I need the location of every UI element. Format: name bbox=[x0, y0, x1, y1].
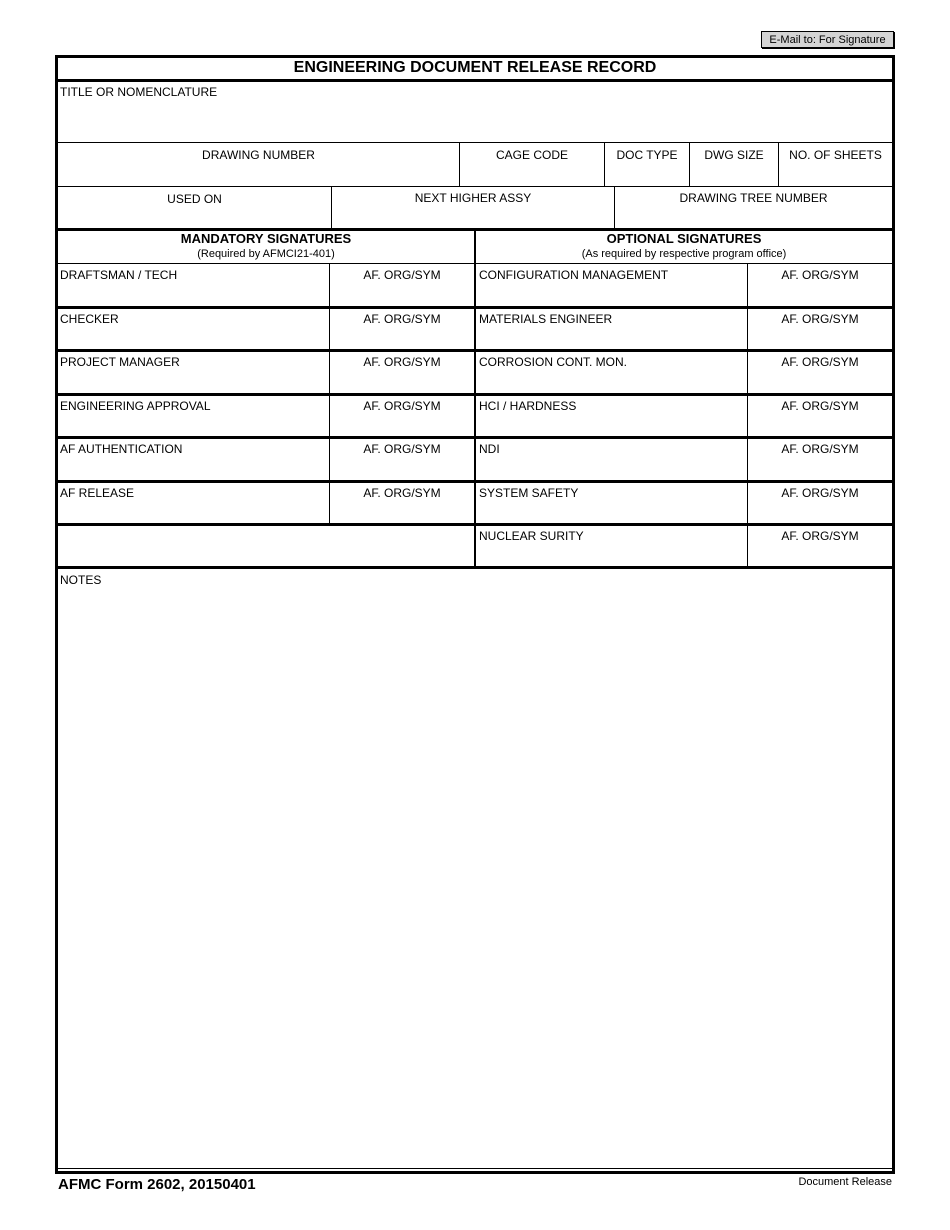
title-nomenclature-label: TITLE OR NOMENCLATURE bbox=[60, 85, 218, 99]
org-sym-label: AF. ORG/SYM bbox=[781, 442, 859, 456]
ndi-label: NDI bbox=[479, 442, 500, 456]
cage-code-field[interactable] bbox=[461, 164, 603, 185]
corrosion-cont-mon-org-field[interactable] bbox=[749, 371, 892, 392]
divider bbox=[55, 186, 895, 187]
divider bbox=[55, 263, 895, 264]
org-sym-label: AF. ORG/SYM bbox=[781, 399, 859, 413]
cage-code-label: CAGE CODE bbox=[495, 148, 568, 162]
divider bbox=[475, 306, 895, 309]
used-on-label: USED ON bbox=[167, 192, 222, 206]
divider bbox=[55, 349, 475, 352]
corrosion-cont-mon-signature-field[interactable] bbox=[477, 371, 746, 392]
dwg-size-field[interactable] bbox=[691, 164, 777, 185]
org-sym-label: AF. ORG/SYM bbox=[363, 442, 441, 456]
engineering-approval-org-field[interactable] bbox=[331, 415, 473, 435]
org-sym-label: AF. ORG/SYM bbox=[363, 355, 441, 369]
configuration-management-signature-field[interactable] bbox=[477, 284, 746, 305]
notes-field[interactable] bbox=[58, 590, 892, 1168]
materials-engineer-signature-field[interactable] bbox=[477, 328, 746, 348]
org-sym-label: AF. ORG/SYM bbox=[363, 268, 441, 282]
materials-engineer-label: MATERIALS ENGINEER bbox=[479, 312, 613, 326]
hci-hardness-signature-field[interactable] bbox=[477, 415, 746, 435]
configuration-management-org-field[interactable] bbox=[749, 284, 892, 305]
org-sym-label: AF. ORG/SYM bbox=[781, 529, 859, 543]
divider bbox=[55, 306, 475, 309]
divider bbox=[475, 393, 895, 396]
system-safety-label: SYSTEM SAFETY bbox=[479, 486, 579, 500]
corrosion-cont-mon-label: CORROSION CONT. MON. bbox=[479, 355, 628, 369]
af-release-signature-field[interactable] bbox=[58, 502, 328, 522]
system-safety-org-field[interactable] bbox=[749, 502, 892, 522]
no-of-sheets-label: NO. OF SHEETS bbox=[789, 148, 882, 162]
draftsman-tech-org-field[interactable] bbox=[331, 284, 473, 305]
form-id: AFMC Form 2602, 20150401 bbox=[58, 1176, 256, 1193]
system-safety-signature-field[interactable] bbox=[477, 502, 746, 522]
email-for-signature-button[interactable]: E-Mail to: For Signature bbox=[761, 31, 894, 48]
form-title: ENGINEERING DOCUMENT RELEASE RECORD bbox=[293, 59, 657, 76]
divider bbox=[55, 566, 895, 569]
divider bbox=[474, 229, 476, 568]
divider bbox=[475, 349, 895, 352]
af-release-org-field[interactable] bbox=[331, 502, 473, 522]
optional-signatures-heading: OPTIONAL SIGNATURES bbox=[606, 231, 762, 246]
draftsman-tech-label: DRAFTSMAN / TECH bbox=[60, 268, 178, 282]
project-manager-label: PROJECT MANAGER bbox=[60, 355, 180, 369]
mandatory-signatures-subheading: (Required by AFMCI21-401) bbox=[197, 248, 335, 260]
doc-type-label: DOC TYPE bbox=[616, 148, 678, 162]
divider bbox=[475, 436, 895, 439]
checker-label: CHECKER bbox=[60, 312, 119, 326]
org-sym-label: AF. ORG/SYM bbox=[781, 312, 859, 326]
document-name: Document Release bbox=[798, 1176, 892, 1188]
optional-signatures-subheading: (As required by respective program office) bbox=[581, 248, 787, 260]
title-nomenclature-field[interactable] bbox=[58, 82, 892, 142]
notes-label: NOTES bbox=[60, 573, 102, 587]
no-of-sheets-field[interactable] bbox=[780, 164, 892, 185]
used-on-field[interactable] bbox=[58, 207, 330, 228]
org-sym-label: AF. ORG/SYM bbox=[363, 486, 441, 500]
ndi-signature-field[interactable] bbox=[477, 458, 746, 479]
org-sym-label: AF. ORG/SYM bbox=[781, 355, 859, 369]
materials-engineer-org-field[interactable] bbox=[749, 328, 892, 348]
divider bbox=[55, 393, 475, 396]
af-authentication-label: AF AUTHENTICATION bbox=[60, 442, 183, 456]
drawing-number-field[interactable] bbox=[58, 164, 458, 185]
project-manager-signature-field[interactable] bbox=[58, 371, 328, 392]
hci-hardness-label: HCI / HARDNESS bbox=[479, 399, 577, 413]
divider bbox=[55, 142, 895, 143]
org-sym-label: AF. ORG/SYM bbox=[363, 312, 441, 326]
org-sym-label: AF. ORG/SYM bbox=[781, 268, 859, 282]
ndi-org-field[interactable] bbox=[749, 458, 892, 479]
divider bbox=[475, 480, 895, 483]
nuclear-surity-signature-field[interactable] bbox=[477, 545, 746, 565]
next-higher-assy-label: NEXT HIGHER ASSY bbox=[414, 191, 532, 205]
org-sym-label: AF. ORG/SYM bbox=[781, 486, 859, 500]
af-release-label: AF RELEASE bbox=[60, 486, 135, 500]
drawing-number-label: DRAWING NUMBER bbox=[202, 148, 315, 162]
engineering-approval-signature-field[interactable] bbox=[58, 415, 328, 435]
divider bbox=[55, 523, 475, 526]
nuclear-surity-org-field[interactable] bbox=[749, 545, 892, 565]
mandatory-signatures-heading: MANDATORY SIGNATURES bbox=[180, 231, 352, 246]
draftsman-tech-signature-field[interactable] bbox=[58, 284, 328, 305]
nuclear-surity-label: NUCLEAR SURITY bbox=[479, 529, 584, 543]
divider bbox=[475, 523, 895, 526]
configuration-management-label: CONFIGURATION MANAGEMENT bbox=[479, 268, 669, 282]
checker-org-field[interactable] bbox=[331, 328, 473, 348]
af-authentication-signature-field[interactable] bbox=[58, 458, 328, 479]
divider bbox=[55, 436, 475, 439]
divider bbox=[55, 1168, 895, 1169]
drawing-tree-number-field[interactable] bbox=[616, 207, 892, 228]
org-sym-label: AF. ORG/SYM bbox=[363, 399, 441, 413]
project-manager-org-field[interactable] bbox=[331, 371, 473, 392]
next-higher-assy-field[interactable] bbox=[333, 207, 613, 228]
divider bbox=[55, 480, 475, 483]
dwg-size-label: DWG SIZE bbox=[704, 148, 764, 162]
drawing-tree-number-label: DRAWING TREE NUMBER bbox=[679, 191, 828, 205]
checker-signature-field[interactable] bbox=[58, 328, 328, 348]
engineering-approval-label: ENGINEERING APPROVAL bbox=[60, 399, 211, 413]
doc-type-field[interactable] bbox=[606, 164, 688, 185]
af-authentication-org-field[interactable] bbox=[331, 458, 473, 479]
hci-hardness-org-field[interactable] bbox=[749, 415, 892, 435]
